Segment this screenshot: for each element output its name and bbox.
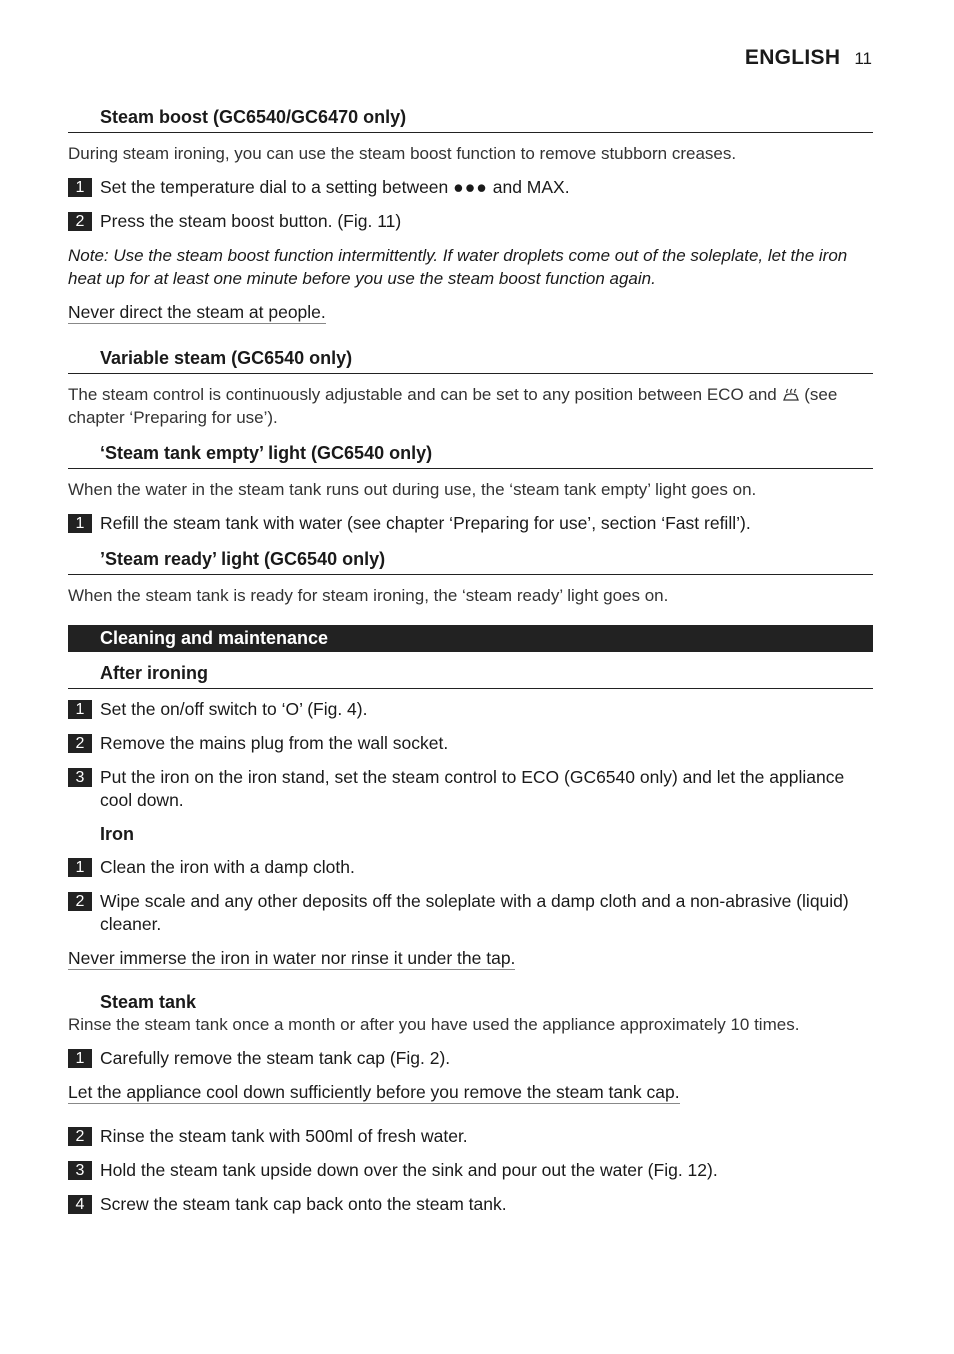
step-text: Refill the steam tank with water (see chapter ‘Preparing for use’, section ‘Fast refill’). xyxy=(100,513,751,533)
step-text: Press the steam boost button. (Fig. 11) xyxy=(100,211,402,231)
steam-boost-step-2 xyxy=(68,210,873,233)
after-ironing-step-3 xyxy=(68,766,873,812)
section-title-variable-steam: Variable steam (GC6540 only) xyxy=(68,345,873,374)
step-number: 1 xyxy=(68,178,92,197)
step-text: Remove the mains plug from the wall socket. xyxy=(100,733,449,753)
section-title-steam-ready: ’Steam ready’ light (GC6540 only) xyxy=(68,546,873,575)
subsection-title-iron: Iron xyxy=(100,824,134,844)
variable-steam-text-before: The steam control is continuously adjustable and can be set to any position between ECO and xyxy=(68,385,777,404)
section-title-tank-empty: ‘Steam tank empty’ light (GC6540 only) xyxy=(68,440,873,469)
step-number: 2 xyxy=(68,734,92,753)
step-number: 1 xyxy=(68,858,92,877)
after-ironing-step-1 xyxy=(68,698,873,721)
step-number: 1 xyxy=(68,1049,92,1068)
subsection-title-steam-tank: Steam tank xyxy=(100,992,197,1012)
step-text: Rinse the steam tank with 500ml of fresh water. xyxy=(100,1126,468,1146)
page-header xyxy=(745,46,872,70)
after-ironing-step-2 xyxy=(68,732,873,755)
iron-step-2 xyxy=(68,890,873,936)
step-number: 2 xyxy=(68,212,92,231)
step-text xyxy=(100,176,873,199)
step-text-before: Set the temperature dial to a setting between xyxy=(100,177,449,197)
step-text: Screw the steam tank cap back onto the steam tank. xyxy=(100,1194,507,1214)
steam-boost-step-1 xyxy=(68,176,873,199)
step-number: 1 xyxy=(68,700,92,719)
chapter-title-cleaning: Cleaning and maintenance xyxy=(68,625,873,652)
step-text-after: and MAX. xyxy=(492,177,570,197)
steam-icon xyxy=(782,386,800,402)
iron-step-1 xyxy=(68,856,873,879)
temperature-dots-icon: ●●● xyxy=(453,177,488,197)
step-number: 3 xyxy=(68,1161,92,1180)
steam-tank-warning: Let the appliance cool down sufficiently before you remove the steam tank cap. xyxy=(68,1082,680,1102)
step-text: Wipe scale and any other deposits off the soleplate with a damp cloth and a non-abrasive (liquid) cleaner. xyxy=(100,891,849,934)
steam-ready-intro: When the steam tank is ready for steam ironing, the ‘steam ready’ light goes on. xyxy=(68,586,669,605)
steam-boost-warning: Never direct the steam at people. xyxy=(68,302,326,322)
tank-empty-intro: When the water in the steam tank runs out during use, the ‘steam tank empty’ light goes on. xyxy=(68,480,757,499)
step-number: 4 xyxy=(68,1195,92,1214)
steam-boost-intro: During steam ironing, you can use the steam boost function to remove stubborn creases. xyxy=(68,144,737,163)
step-text: Carefully remove the steam tank cap (Fig. 2). xyxy=(100,1048,451,1068)
steam-tank-intro: Rinse the steam tank once a month or after you have used the appliance approximately 10 times. xyxy=(68,1015,800,1034)
section-title-after-ironing: After ironing xyxy=(68,660,873,689)
steam-boost-note: Note: Use the steam boost function intermittently. If water droplets come out of the soleplate, let the iron heat up for at least one minute before you use the steam boost function again. xyxy=(68,246,848,288)
page-number: 11 xyxy=(854,49,872,68)
steam-tank-step-1 xyxy=(68,1047,873,1070)
steam-tank-step-4 xyxy=(68,1193,873,1216)
step-number: 1 xyxy=(68,514,92,533)
step-text: Clean the iron with a damp cloth. xyxy=(100,857,355,877)
manual-content xyxy=(68,104,873,1227)
step-number: 3 xyxy=(68,768,92,787)
step-text: Put the iron on the iron stand, set the steam control to ECO (GC6540 only) and let the appliance cool down. xyxy=(100,767,845,810)
section-title-steam-boost: Steam boost (GC6540/GC6470 only) xyxy=(68,104,873,133)
step-number: 2 xyxy=(68,1127,92,1146)
step-number: 2 xyxy=(68,892,92,911)
language-label: ENGLISH xyxy=(744,46,841,69)
tank-empty-step-1 xyxy=(68,512,873,535)
steam-tank-step-2 xyxy=(68,1125,873,1148)
variable-steam-text-after: (see chapter ‘Preparing for use’). xyxy=(68,385,838,427)
steam-tank-step-3 xyxy=(68,1159,873,1182)
variable-steam-text xyxy=(68,383,873,429)
iron-warning: Never immerse the iron in water nor rinse it under the tap. xyxy=(68,948,516,968)
step-text: Set the on/off switch to ‘O’ (Fig. 4). xyxy=(100,699,368,719)
step-text: Hold the steam tank upside down over the sink and pour out the water (Fig. 12). xyxy=(100,1160,718,1180)
